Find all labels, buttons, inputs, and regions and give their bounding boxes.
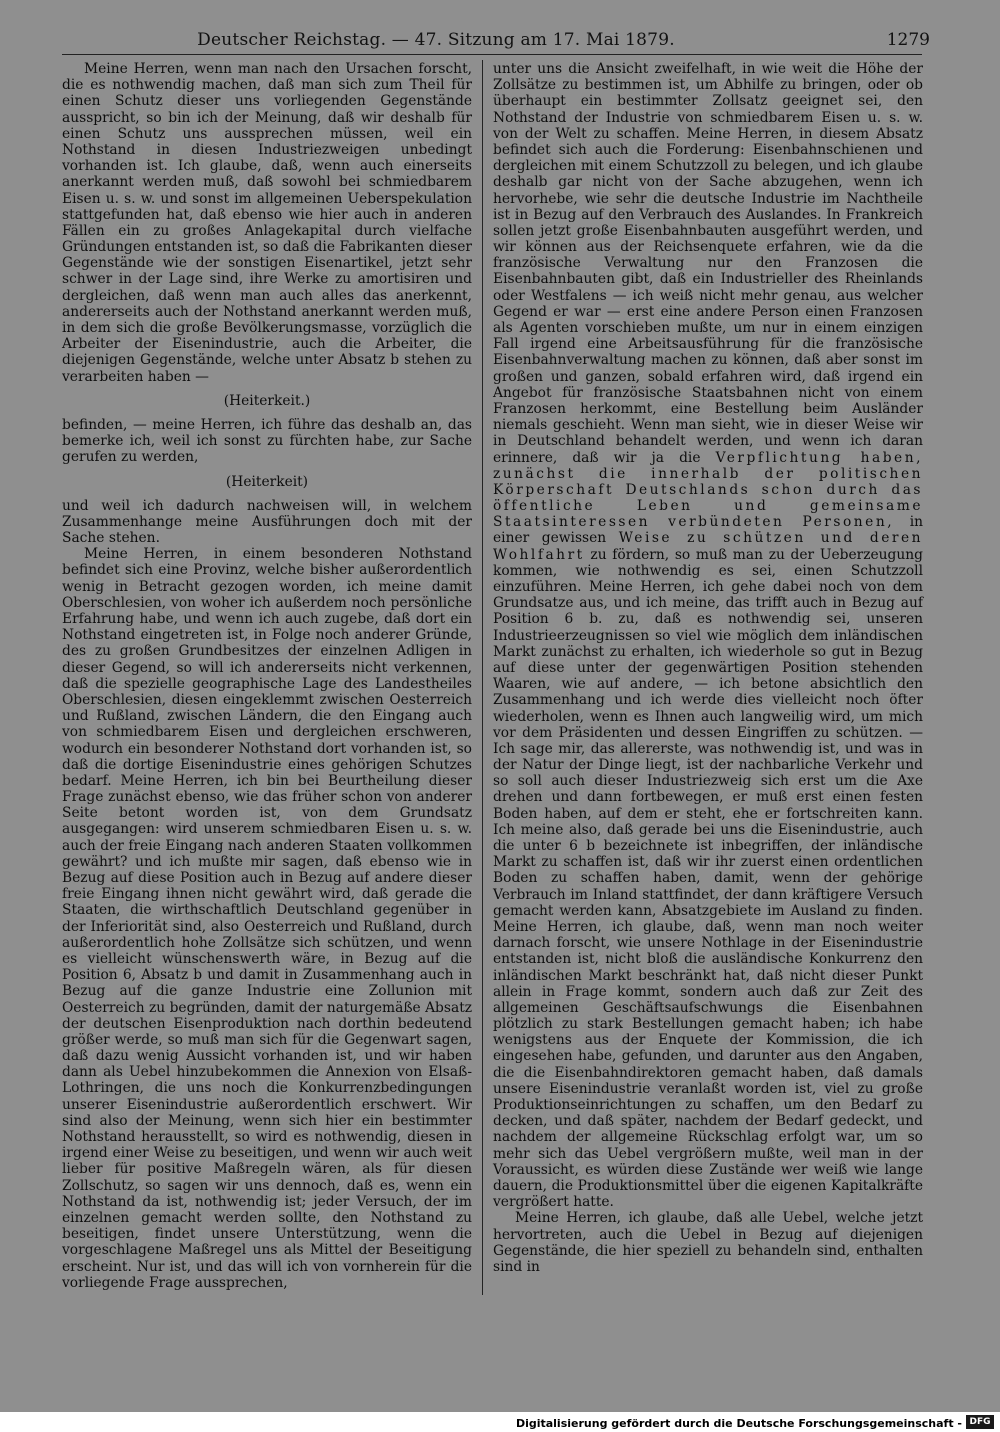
right-column [493, 61, 923, 1275]
paragraph: befinden, — meine Herren, ich führe das deshalb an, das bemerke ich, weil ich sonst zu fürchten habe, zur Sache gerufen zu werden, [62, 416, 472, 466]
dfg-logo: DFG [966, 1415, 994, 1429]
paragraph: Meine Herren, wenn man nach den Ursachen forscht, die es nothwendig machen, daß man sich zum Theil für einen Schutz dieser uns vorliegenden Gegenstände ausspricht, so bin ich der Meinung, daß wir deshalb für einen Schutz uns aussprechen müssen, weil ein Nothstand in diesen Industriezweigen unbedingt vorhanden ist. Ich glaube, daß, wenn auch einerseits anerkannt werden muß, daß sowohl bei schmiedbarem Eisen u. s. w. und sonst im allgemeinen Ueberspekulation stattgefunden hat, daß ebenso wie hier auch in anderen Fällen ein zu großes Anlagekapital durch vielfache Gründungen entstanden ist, so daß die Fabrikanten dieser Gegenstände wie der sonstigen Eisenartikel, jetzt sehr schwer in der Lage sind, ihre Werke zu amortisiren und dergleichen, daß wenn man auch alles das anerkennt, andererseits auch der Nothstand anerkannt werden muß, in dem sich die große Bevölkerungsmasse, vorzüglich die Arbeiter der Eisenindustrie, auch die Arbeiter, die diejenigen Gegenstände, welche unter Absatz b stehen zu verarbeiten haben — [62, 61, 472, 385]
header-rule [62, 54, 922, 55]
paragraph: Meine Herren, in einem besonderen Nothstand befindet sich eine Provinz, welche bisher außerordentlich wenig in Betracht gezogen worden, ich meine damit Oberschlesien, von woher ich außerdem noch persönliche Erfahrung habe, und wenn ich auch zugebe, daß dort ein Nothstand eingetreten ist, in Folge noch anderer Gründe, des zu großen Grundbesitzes der einzelnen Adligen in dieser Gegend, so will ich andererseits nicht verkennen, daß die spezielle geographische Lage des Landestheiles Oberschlesien, diesen eingeklemmt zwischen Oesterreich und Rußland, zwischen Ländern, die den Eingang auch von schmiedbarem Eisen und dergleichen erschweren, wodurch ein besonderer Nothstand dort vorhanden ist, so daß die dortige Eisenindustrie eines gehörigen Schutzes bedarf. Meine Herren, ich bin bei Beurtheilung dieser Frage zunächst ebenso, wie das früher schon von anderer Seite betont worden ist, von dem Grundsatz ausgegangen: wird unserem schmiedbaren Eisen u. s. w. auch der freie Eingang nach anderen Staaten vollkommen gewährt? und ich mußte mir sagen, daß ebenso wie in Bezug auf diese Position auch in Bezug auf andere dieser freie Eingang ihnen nicht gewährt wird, daß gerade die Staaten, die wirthschaftlich Deutschland gegenüber in der Inferiorität sind, also Oesterreich und Rußland, durch außerordentlich hohe Zollsätze sich schützen, und wenn es vielleicht wünschenswerth wäre, in Bezug auf die Position 6, Absatz b und damit in Zusammenhang auch in Bezug auf die ganze Industrie eine Zollunion mit Oesterreich zu begründen, damit der naturgemäße Absatz der deutschen Eisenproduktion nach dorthin bedeutend größer werde, so muß man sich für die Gegenwart sagen, daß dazu wenig Aussicht vorhanden ist, und wir haben dann als Uebel hinzubekommen die Annexion von Elsaß-Lothringen, die uns noch die Konkurrenzbedingungen unserer Eisenindustrie außerordentlich erschwert. Wir sind also der Meinung, wenn sich hier ein bestimmter Nothstand herausstellt, so wird es nothwendig, diesen in irgend einer Weise zu beseitigen, und wenn wir auch weit lieber für positive Maßregeln wären, als für diesen Zollschutz, so sagen wir uns dennoch, daß es, wenn ein Nothstand da ist, nothwendig ist; jeder Versuch, der im einzelnen gemacht werden sollte, den Nothstand zu beseitigen, findet unsere Unterstützung, wenn die vorgeschlagene Maßregel uns als Mittel der Beseitigung erscheint. Nur ist, und das will ich von vornherein für die vorliegende Frage aussprechen, [62, 546, 473, 1291]
emphasized-text: Verpflichtung haben, zunächst die innerhalb der politischen Körperschaft Deutschlands schon durch das öffentliche Leben und gemeinsame Staatsinteressen verbündeten Personen, [493, 449, 923, 531]
text-run: zu fördern, so muß man zu der Ueberzeugung kommen, wie nothwendig es sei, einen Schutzzoll einzuführen. Meine Herren, ich gehe dabei noch von dem Grundsatze aus, und ich meine, das trifft auch in Bezug auf Position 6 b. zu, daß es nothwendig sei, unseren Industrieerzeugnissen so viel wie möglich dem inländischen Markt zunächst zu erhalten, ich wiederhole so gut in Bezug auf diese unter der gegenwärtigen Position stehenden Waaren, wie auf andere, — ich betone absichtlich den Zusammenhang und ich werde dies vielleicht noch öfter wiederholen, wenn es Ihnen auch langweilig wird, um mich vor dem Präsidenten und dessen Eingriffen zu schützen. — Ich sage mir, das allererste, was nothwendig ist, und was in der Natur der Dinge liegt, ist der nachbarliche Verkehr und so soll auch dieser Industriezweig sich erst um die Axe drehen und dann fortbewegen, er muß erst einen festen Boden haben, auf dem er steht, ehe er fortschreiten kann. Ich meine also, daß gerade bei uns die Eisenindustrie, auch die unter 6 b bezeichnete ist inbegriffen, der inländische Markt zu schaffen ist, daß wir ihr zuerst einen ordentlichen Boden zu schaffen haben, damit, wenn der gehörige Verbrauch im Inland stattfindet, der dann kräftigere Versuch gemacht werden kann, Absatzgebiete im Ausland zu finden. Meine Herren, ich glaube, daß, wenn man noch weiter darnach forscht, wie unsere Nothlage in der Eisenindustrie entstanden ist, nicht bloß die ausländische Konkurrenz den inländischen Markt beschränkt hat, daß nicht dieser Punkt allein in Frage kommt, sondern auch daß zur Zeit des allgemeinen Geschäftsaufschwungs die Eisenbahnen plötzlich zu stark Bestellungen gemacht haben; ich habe wenigstens aus der Enquete der Kommission, die ich eingesehen habe, gefunden, und darunter aus den Angaben, die die Eisenbahndirektoren gemacht haben, daß damals unsere Eisenindustrie veranlaßt worden ist, viel zu große Produktionseinrichtungen zu schaffen, um den Bedarf zu decken, und daß später, nachdem der Bedarf gedeckt, und nachdem der allgemeine Rückschlag erfolgt war, um so mehr sich das Uebel vergrößern mußte, weil man in der Voraussicht, es würden diese Zustände wer weiß wie lange dauern, die Produktionsmittel über die eigenen Kapitalkräfte vergrößert hatte. [493, 546, 923, 1211]
running-header: Deutscher Reichstag. — 47. Sitzung am 17. Mai 1879. [197, 30, 675, 50]
interjection: (Heiterkeit) [225, 473, 309, 490]
paragraph: Meine Herren, ich glaube, daß alle Uebel, welche jetzt hervortreten, auch die Uebel in Bezug auf diejenigen Gegenstände, die hier speziell zu behandeln sind, enthalten sind in [493, 1210, 923, 1275]
paragraph: und weil ich dadurch nachweisen will, in welchem Zusammenhange meine Ausführungen doch mit der Sache stehen. [62, 497, 472, 547]
text-run: in einer gewissen [493, 514, 923, 547]
paragraph [493, 61, 923, 1210]
interjection: (Heiterkeit.) [223, 392, 311, 409]
page-number: 1279 [886, 30, 930, 50]
emphasized-text: Weise zu schützen und deren Wohlfahrt [493, 530, 924, 563]
left-column [62, 61, 472, 1291]
column-divider [482, 60, 483, 1295]
text-run: unter uns die Ansicht zweifelhaft, in wie weit die Höhe der Zollsätze zu bestimmen ist, um Abhilfe zu bringen, oder ob überhaupt ein bestimmter Zollsatz geeignet sei, den Nothstand der Industrie von schmiedbarem Eisen u. s. w. von der Welt zu schaffen. Meine Herren, in diesem Absatz befindet sich auch die Forderung: Eisenbahnschienen und dergleichen mit einem Schutzzoll zu belegen, und ich glaube deshalb gar nicht von der Sache abzugehen, wenn ich hervorhebe, wie sehr die deutsche Industrie im Nachtheile ist in Bezug auf den Verbrauch des Auslandes. In Frankreich sollen jetzt große Eisenbahnbauten ausgeführt werden, und wir können aus der Reichsenquete erfahren, wie da die französische Verwaltung nur den Franzosen die Eisenbahnbauten gibt, daß ein Industrieller des Rheinlands oder Westfalens — ich weiß nicht mehr genau, aus welcher Gegend er war — erst eine andere Person einen Franzosen als Agenten vorschieben mußte, um nur in einem einzigen Fall irgend eine Arbeitsausführung für die französische Eisenbahnverwaltung machen zu können, daß aber sonst im großen und ganzen, sobald erfahren wird, daß irgend ein Angebot für französische Staatsbahnen nicht von einem Franzosen herkommt, eine Bestellung beim Ausländer niemals geschieht. Wenn man sieht, wie in dieser Weise wir in Deutschland behandelt werden, und wenn ich daran erinnere, daß wir ja die [493, 61, 923, 466]
digitization-credit: Digitalisierung gefördert durch die Deutsche Forschungsgemeinschaft - [515, 1417, 962, 1430]
